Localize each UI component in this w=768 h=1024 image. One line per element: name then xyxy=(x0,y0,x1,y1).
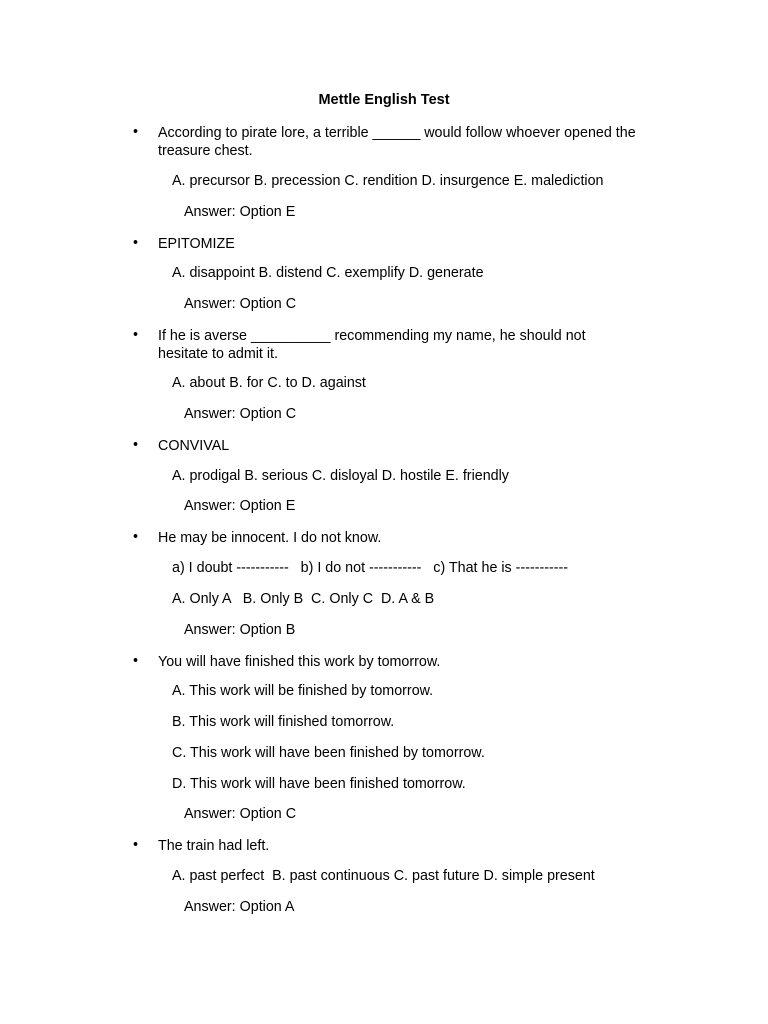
question-5: He may be innocent. I do not know. xyxy=(158,530,382,546)
question-6-option-c: C. This work will have been finished by tomorrow. xyxy=(172,745,485,761)
question-3-answer: Answer: Option C xyxy=(184,406,297,422)
question-1: According to pirate lore, a terrible ______ would follow whoever opened the treasure chest. xyxy=(158,125,636,159)
bullet-2: • xyxy=(133,235,139,251)
question-5-answer: Answer: Option B xyxy=(184,622,296,638)
bullet-6: • xyxy=(133,653,139,669)
question-6-option-a: A. This work will be finished by tomorrow. xyxy=(172,683,434,699)
question-4-answer: Answer: Option E xyxy=(184,498,296,514)
question-6-option-b: B. This work will finished tomorrow. xyxy=(172,714,395,730)
bullet-4: • xyxy=(133,437,139,453)
question-1-answer: Answer: Option E xyxy=(184,204,296,220)
question-3-options: A. about B. for C. to D. against xyxy=(172,375,366,391)
question-6-option-d: D. This work will have been finished tomorrow. xyxy=(172,776,466,792)
bullet-3: • xyxy=(133,327,139,343)
question-2-options: A. disappoint B. distend C. exemplify D. generate xyxy=(172,265,484,281)
document-title: Mettle English Test xyxy=(318,92,450,108)
question-2-answer: Answer: Option C xyxy=(184,296,297,312)
bullet-1: • xyxy=(133,124,139,140)
question-3: If he is averse __________ recommending my name, he should not hesitate to admit it. xyxy=(158,328,586,362)
bullet-5: • xyxy=(133,529,139,545)
question-5-statements: a) I doubt ----------- b) I do not ----------- c) That he is ----------- xyxy=(172,560,569,576)
question-1-options: A. precursor B. precession C. rendition D. insurgence E. malediction xyxy=(172,173,604,189)
question-4-options: A. prodigal B. serious C. disloyal D. hostile E. friendly xyxy=(172,468,509,484)
question-7: The train had left. xyxy=(158,838,270,854)
question-6: You will have finished this work by tomorrow. xyxy=(158,654,441,670)
question-5-options: A. Only A B. Only B C. Only C D. A & B xyxy=(172,591,435,607)
question-4: CONVIVAL xyxy=(158,438,230,454)
question-6-answer: Answer: Option C xyxy=(184,806,297,822)
question-7-answer: Answer: Option A xyxy=(184,899,295,915)
bullet-7: • xyxy=(133,837,139,853)
question-2: EPITOMIZE xyxy=(158,236,235,252)
question-7-options: A. past perfect B. past continuous C. past future D. simple present xyxy=(172,868,595,884)
